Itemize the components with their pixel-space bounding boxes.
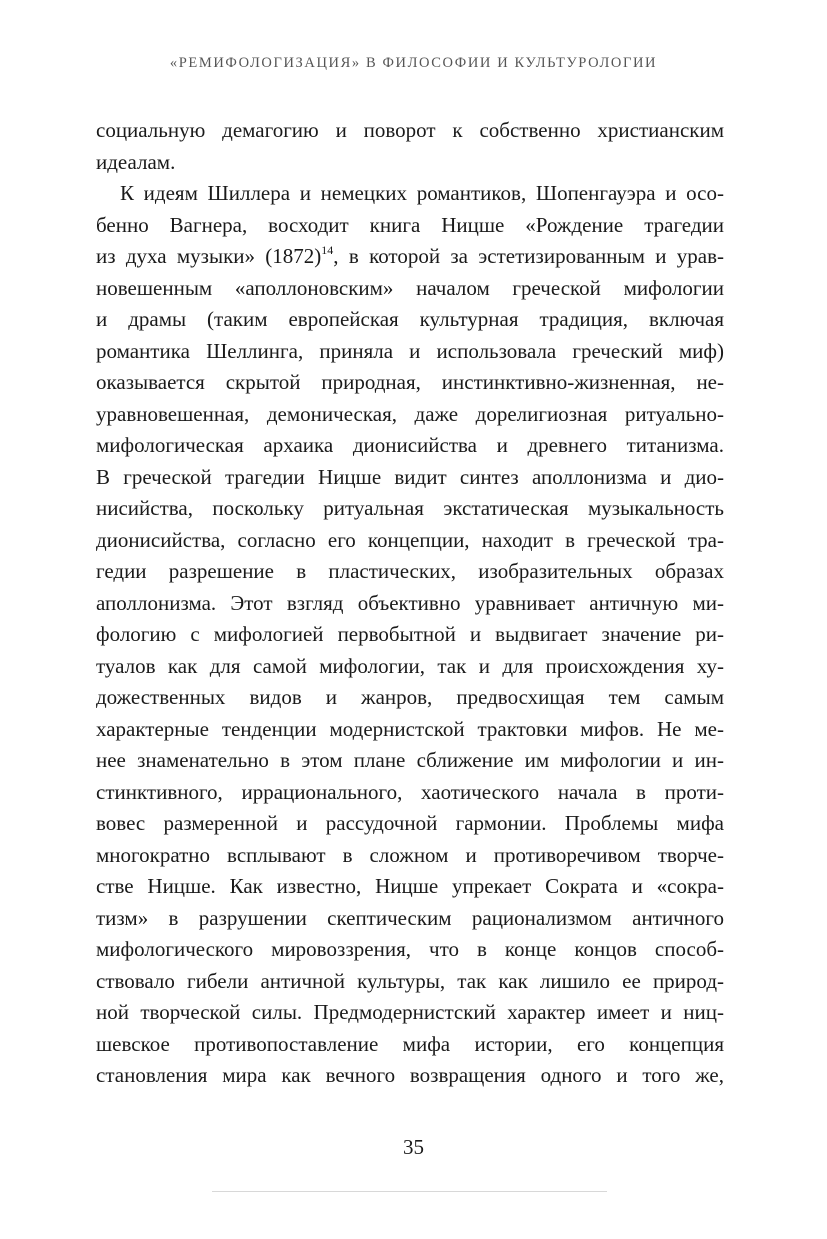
- text-line: оказывается скрытой природная, инстинктивно-жизненная, не-: [96, 370, 724, 394]
- text-line: фологию с мифологией первобытной и выдвигает значение ри-: [96, 622, 724, 646]
- text-line: нее знаменательно в этом плане сближение им мифологии и ин-: [96, 748, 724, 772]
- text-line: уравновешенная, демоническая, даже дорелигиозная ритуально-: [96, 401, 724, 426]
- text-line: стве Ницше. Как известно, Ницше упрекает Сократа и «сокра-: [96, 874, 724, 898]
- text-line: многократно всплывают в сложном и противоречивом творче-: [96, 842, 724, 867]
- text-line: характерные тенденции модернистской трактовки мифов. Не ме-: [96, 716, 724, 741]
- footer-divider: [212, 1191, 607, 1192]
- body-text: [96, 115, 724, 1092]
- text-line: становления мира как вечного возвращения одного и того же,: [96, 1063, 724, 1087]
- text-segment: , в которой за эстетизированным и урав-: [333, 244, 724, 268]
- text-line: бенно Вагнера, восходит книга Ницше «Рождение трагедии: [96, 212, 724, 237]
- text-line: тизм» в разрушении скептическим рационализмом античного: [96, 905, 724, 930]
- text-segment: из духа музыки» (1872): [96, 244, 322, 268]
- text-line-with-footnote: [96, 241, 724, 273]
- text-line: нисийства, поскольку ритуальная экстатическая музыкальность: [96, 496, 724, 520]
- text-line: туалов как для самой мифологии, так и для происхождения ху-: [96, 653, 724, 678]
- text-line: гедии разрешение в пластических, изобразительных образах: [96, 559, 724, 583]
- text-line: дионисийства, согласно его концепции, находит в греческой тра-: [96, 527, 724, 552]
- text-line: стинктивного, иррационального, хаотического начала в проти-: [96, 779, 724, 804]
- text-line: новешенным «аполлоновским» началом греческой мифологии: [96, 275, 724, 300]
- text-line: вовес размеренной и рассудочной гармонии. Проблемы мифа: [96, 811, 724, 835]
- text-line: социальную демагогию и поворот к собственно христианским: [96, 118, 724, 142]
- text-line: романтика Шеллинга, приняла и использовала греческий миф): [96, 338, 724, 363]
- page-number: 35: [403, 1135, 424, 1159]
- footnote-reference[interactable]: 14: [321, 243, 334, 257]
- text-line: и драмы (таким европейская культурная традиция, включая: [96, 307, 724, 331]
- running-header: «РЕМИФОЛОГИЗАЦИЯ» В ФИЛОСОФИИ И КУЛЬТУРОЛОГИИ: [169, 55, 658, 71]
- text-line: мифологического мировоззрения, что в конце концов способ-: [96, 937, 724, 961]
- text-line: К идеям Шиллера и немецких романтиков, Шопенгауэра и осо-: [120, 181, 724, 205]
- text-line: ной творческой силы. Предмодернистский характер имеет и ниц-: [96, 1000, 724, 1024]
- text-line: ствовало гибели античной культуры, так как лишило ее природ-: [96, 968, 724, 993]
- text-line: В греческой трагедии Ницше видит синтез аполлонизма и дио-: [96, 464, 724, 489]
- text-line: идеалам.: [96, 149, 176, 174]
- text-line: шевское противопоставление мифа истории, его концепция: [96, 1031, 724, 1056]
- text-line: аполлонизма. Этот взгляд объективно уравнивает античную ми-: [96, 590, 724, 615]
- text-line: дожественных видов и жанров, предвосхищая тем самым: [96, 685, 724, 709]
- text-line: мифологическая архаика дионисийства и древнего титанизма.: [96, 433, 724, 457]
